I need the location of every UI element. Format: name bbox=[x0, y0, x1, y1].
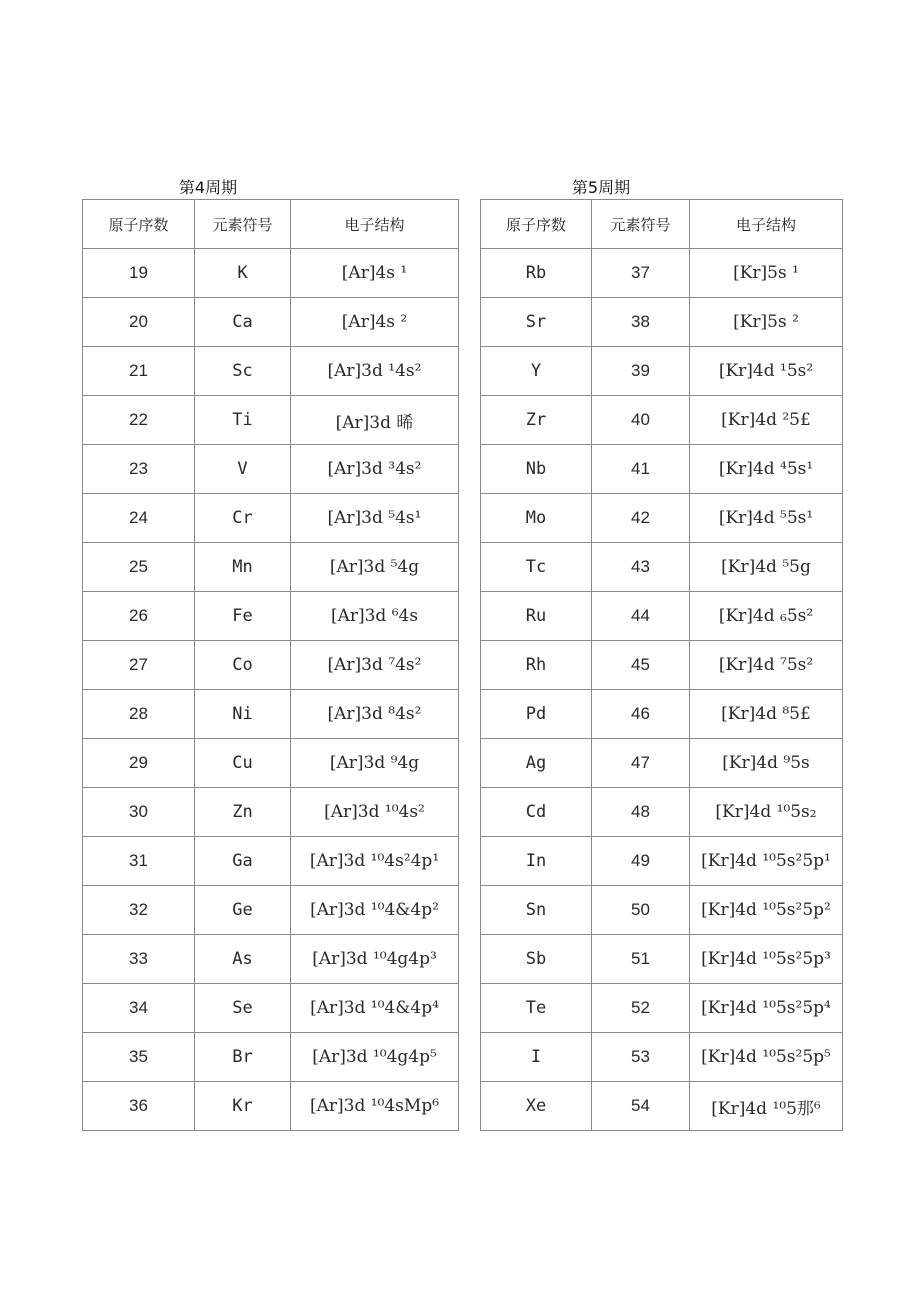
table-row bbox=[83, 543, 459, 592]
cell-col-1: Sn bbox=[481, 886, 592, 935]
table-row bbox=[83, 592, 459, 641]
table-row bbox=[481, 298, 843, 347]
cell-col-1: Sb bbox=[481, 935, 592, 984]
cell-col-1: 21 bbox=[83, 347, 195, 396]
cell-electron-configuration: [Kr]4d ⁵5g bbox=[690, 543, 843, 592]
table-row bbox=[481, 396, 843, 445]
table-row bbox=[83, 396, 459, 445]
table-row bbox=[83, 788, 459, 837]
cell-electron-configuration: [Kr]5s ¹ bbox=[690, 249, 843, 298]
header-electron-configuration: 电子结构 bbox=[291, 200, 459, 249]
cell-col-1: 26 bbox=[83, 592, 195, 641]
cell-col-2: 41 bbox=[592, 445, 690, 494]
cell-col-2: Co bbox=[195, 641, 291, 690]
cell-col-1: 23 bbox=[83, 445, 195, 494]
cell-electron-configuration: [Kr]4d ¹⁰5s²5p⁵ bbox=[690, 1033, 843, 1082]
cell-col-2: 44 bbox=[592, 592, 690, 641]
cell-electron-configuration: [Ar]3d ¹⁰4&4p² bbox=[291, 886, 459, 935]
cell-col-1: Nb bbox=[481, 445, 592, 494]
table-row bbox=[83, 249, 459, 298]
table-row bbox=[481, 739, 843, 788]
cell-electron-configuration: [Kr]5s ² bbox=[690, 298, 843, 347]
header-electron-configuration: 电子结构 bbox=[690, 200, 843, 249]
table-row bbox=[481, 1082, 843, 1131]
table-row bbox=[481, 886, 843, 935]
period-5-caption: 第5周期 bbox=[571, 178, 631, 197]
cell-col-2: Ca bbox=[195, 298, 291, 347]
cell-col-2: 38 bbox=[592, 298, 690, 347]
cell-col-1: 35 bbox=[83, 1033, 195, 1082]
table-row bbox=[481, 347, 843, 396]
cell-electron-configuration: [Ar]3d ⁷4s² bbox=[291, 641, 459, 690]
cell-col-1: 22 bbox=[83, 396, 195, 445]
period-4-table bbox=[82, 199, 459, 1131]
cell-col-1: Ru bbox=[481, 592, 592, 641]
table-row bbox=[83, 347, 459, 396]
cell-electron-configuration: [Ar]3d ¹4s² bbox=[291, 347, 459, 396]
cell-col-2: Fe bbox=[195, 592, 291, 641]
cell-col-1: Mo bbox=[481, 494, 592, 543]
header-element-symbol: 元素符号 bbox=[592, 200, 690, 249]
table-row bbox=[481, 641, 843, 690]
cell-electron-configuration: [Kr]4d ⁸5£ bbox=[690, 690, 843, 739]
cell-electron-configuration: [Kr]4d ⁷5s² bbox=[690, 641, 843, 690]
cell-col-2: 45 bbox=[592, 641, 690, 690]
cell-col-1: I bbox=[481, 1033, 592, 1082]
table-row bbox=[83, 641, 459, 690]
period-5-table bbox=[480, 199, 843, 1131]
cell-col-1: Rb bbox=[481, 249, 592, 298]
cell-col-2: Se bbox=[195, 984, 291, 1033]
cell-col-2: Cu bbox=[195, 739, 291, 788]
table-row bbox=[481, 494, 843, 543]
cell-col-1: 31 bbox=[83, 837, 195, 886]
table-row bbox=[481, 592, 843, 641]
cell-col-1: Tc bbox=[481, 543, 592, 592]
cell-col-2: Ga bbox=[195, 837, 291, 886]
cell-electron-configuration: [Kr]4d ⁴5s¹ bbox=[690, 445, 843, 494]
cell-electron-configuration: [Ar]3d 晞 bbox=[291, 396, 459, 445]
table-row bbox=[481, 788, 843, 837]
table-row bbox=[83, 445, 459, 494]
cell-electron-configuration: [Ar]3d ⁶4s bbox=[291, 592, 459, 641]
cell-col-2: 54 bbox=[592, 1082, 690, 1131]
cell-col-1: 28 bbox=[83, 690, 195, 739]
cell-col-2: 46 bbox=[592, 690, 690, 739]
table-header-row bbox=[83, 200, 459, 249]
cell-col-1: Pd bbox=[481, 690, 592, 739]
table-row bbox=[481, 1033, 843, 1082]
cell-electron-configuration: [Kr]4d ₆5s² bbox=[690, 592, 843, 641]
cell-electron-configuration: [Ar]3d ⁵4g bbox=[291, 543, 459, 592]
cell-electron-configuration: [Kr]4d ¹⁰5s²5p³ bbox=[690, 935, 843, 984]
cell-col-1: Zr bbox=[481, 396, 592, 445]
cell-col-1: 34 bbox=[83, 984, 195, 1033]
cell-electron-configuration: [Ar]4s ¹ bbox=[291, 249, 459, 298]
table-row bbox=[83, 690, 459, 739]
table-row bbox=[481, 445, 843, 494]
cell-col-2: Mn bbox=[195, 543, 291, 592]
header-atomic-number: 原子序数 bbox=[83, 200, 195, 249]
cell-col-1: 36 bbox=[83, 1082, 195, 1131]
cell-col-1: 20 bbox=[83, 298, 195, 347]
cell-col-1: 27 bbox=[83, 641, 195, 690]
cell-col-2: Kr bbox=[195, 1082, 291, 1131]
cell-electron-configuration: [Ar]3d ¹⁰4g4p⁵ bbox=[291, 1033, 459, 1082]
cell-col-2: 51 bbox=[592, 935, 690, 984]
table-row bbox=[481, 690, 843, 739]
cell-col-1: 19 bbox=[83, 249, 195, 298]
cell-col-1: Sr bbox=[481, 298, 592, 347]
table-row bbox=[83, 935, 459, 984]
cell-electron-configuration: [Ar]3d ³4s² bbox=[291, 445, 459, 494]
cell-electron-configuration: [Ar]3d ¹⁰4&4p⁴ bbox=[291, 984, 459, 1033]
cell-col-1: Te bbox=[481, 984, 592, 1033]
period-4-caption: 第4周期 bbox=[178, 178, 238, 197]
cell-col-2: 52 bbox=[592, 984, 690, 1033]
cell-electron-configuration: [Kr]4d ⁹5s bbox=[690, 739, 843, 788]
cell-col-1: Rh bbox=[481, 641, 592, 690]
table-row bbox=[83, 886, 459, 935]
cell-col-2: 48 bbox=[592, 788, 690, 837]
cell-electron-configuration: [Ar]3d ⁵4s¹ bbox=[291, 494, 459, 543]
cell-col-2: As bbox=[195, 935, 291, 984]
cell-col-2: Br bbox=[195, 1033, 291, 1082]
cell-col-1: In bbox=[481, 837, 592, 886]
cell-col-2: 49 bbox=[592, 837, 690, 886]
cell-col-2: 39 bbox=[592, 347, 690, 396]
cell-col-2: Ni bbox=[195, 690, 291, 739]
cell-col-2: Sc bbox=[195, 347, 291, 396]
header-element-symbol: 元素符号 bbox=[195, 200, 291, 249]
cell-electron-configuration: [Ar]4s ² bbox=[291, 298, 459, 347]
cell-col-2: K bbox=[195, 249, 291, 298]
cell-col-2: 37 bbox=[592, 249, 690, 298]
cell-electron-configuration: [Kr]4d ¹5s² bbox=[690, 347, 843, 396]
table-row bbox=[83, 984, 459, 1033]
cell-col-2: V bbox=[195, 445, 291, 494]
cell-electron-configuration: [Ar]3d ¹⁰4s²4p¹ bbox=[291, 837, 459, 886]
cell-electron-configuration: [Kr]4d ¹⁰5s²5p² bbox=[690, 886, 843, 935]
table-row bbox=[83, 739, 459, 788]
cell-col-2: 42 bbox=[592, 494, 690, 543]
table-row bbox=[481, 837, 843, 886]
table-row bbox=[83, 494, 459, 543]
cell-electron-configuration: [Kr]4d ¹⁰5s²5p⁴ bbox=[690, 984, 843, 1033]
cell-col-1: 25 bbox=[83, 543, 195, 592]
header-atomic-number: 原子序数 bbox=[481, 200, 592, 249]
table-row bbox=[83, 1082, 459, 1131]
cell-electron-configuration: [Ar]3d ¹⁰4s² bbox=[291, 788, 459, 837]
cell-electron-configuration: [Ar]3d ¹⁰4g4p³ bbox=[291, 935, 459, 984]
table-row bbox=[83, 298, 459, 347]
cell-col-2: 47 bbox=[592, 739, 690, 788]
cell-electron-configuration: [Kr]4d ²5£ bbox=[690, 396, 843, 445]
period-4-rows bbox=[83, 249, 459, 1131]
cell-electron-configuration: [Ar]3d ⁹4g bbox=[291, 739, 459, 788]
cell-electron-configuration: [Kr]4d ¹⁰5那⁶ bbox=[690, 1082, 843, 1131]
cell-col-2: 53 bbox=[592, 1033, 690, 1082]
cell-col-1: 33 bbox=[83, 935, 195, 984]
cell-col-2: 40 bbox=[592, 396, 690, 445]
table-row bbox=[481, 249, 843, 298]
cell-electron-configuration: [Ar]3d ¹⁰4sMp⁶ bbox=[291, 1082, 459, 1131]
cell-col-1: 32 bbox=[83, 886, 195, 935]
table-row bbox=[83, 1033, 459, 1082]
table-row bbox=[481, 543, 843, 592]
cell-col-1: Ag bbox=[481, 739, 592, 788]
cell-col-2: Cr bbox=[195, 494, 291, 543]
cell-col-1: Xe bbox=[481, 1082, 592, 1131]
table-header-row bbox=[481, 200, 843, 249]
cell-electron-configuration: [Ar]3d ⁸4s² bbox=[291, 690, 459, 739]
cell-electron-configuration: [Kr]4d ¹⁰5s²5p¹ bbox=[690, 837, 843, 886]
period-5-rows bbox=[481, 249, 843, 1131]
cell-col-1: 24 bbox=[83, 494, 195, 543]
cell-col-2: Ti bbox=[195, 396, 291, 445]
cell-col-1: 30 bbox=[83, 788, 195, 837]
cell-electron-configuration: [Kr]4d ⁵5s¹ bbox=[690, 494, 843, 543]
cell-col-2: Ge bbox=[195, 886, 291, 935]
cell-col-1: Cd bbox=[481, 788, 592, 837]
table-row bbox=[83, 837, 459, 886]
cell-electron-configuration: [Kr]4d ¹⁰5s₂ bbox=[690, 788, 843, 837]
cell-col-2: 43 bbox=[592, 543, 690, 592]
cell-col-2: 50 bbox=[592, 886, 690, 935]
cell-col-1: Y bbox=[481, 347, 592, 396]
table-row bbox=[481, 935, 843, 984]
cell-col-1: 29 bbox=[83, 739, 195, 788]
cell-col-2: Zn bbox=[195, 788, 291, 837]
table-row bbox=[481, 984, 843, 1033]
